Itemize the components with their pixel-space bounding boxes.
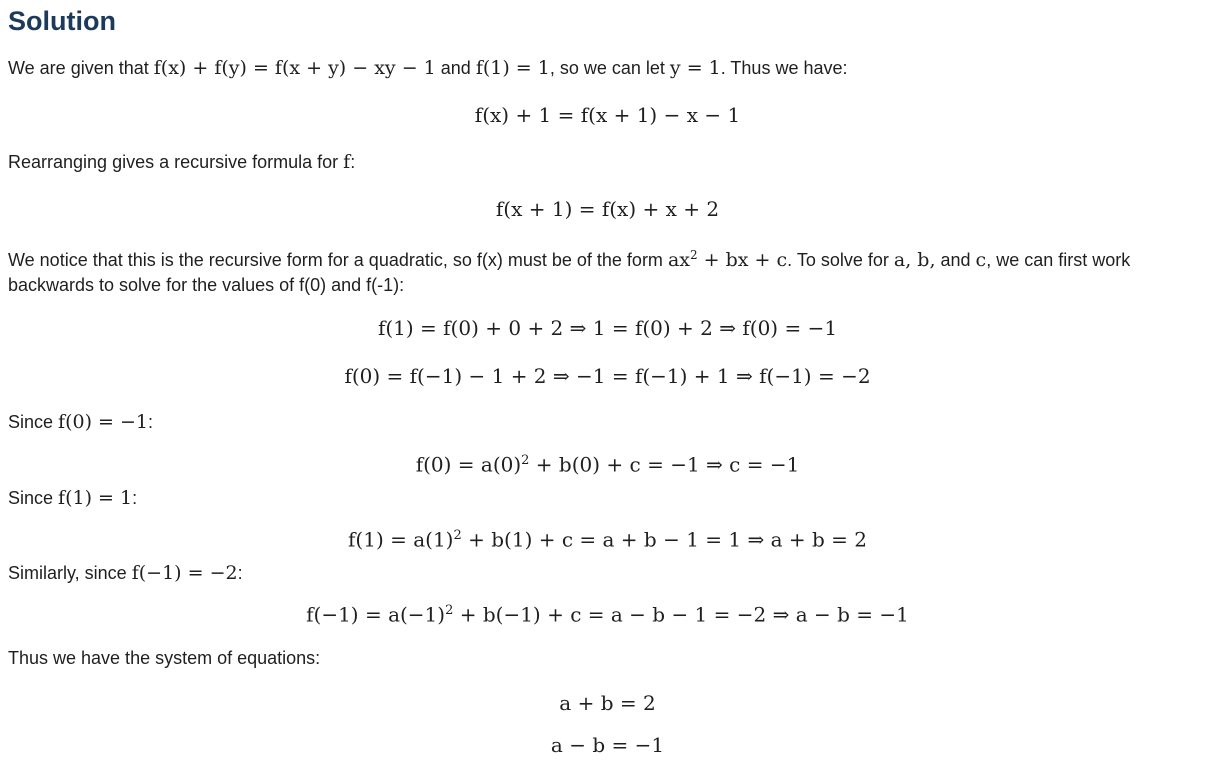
math-inline: c	[975, 249, 987, 271]
text: We notice that this is the recursive form for a quadratic, so f(x) must be of the form	[8, 250, 668, 270]
math-part: + b(−1) + c = a − b − 1 = −2 ⇒ a − b = −1	[453, 602, 909, 627]
math-inline: f(−1) = −2	[131, 562, 238, 584]
math-part: + b(0) + c = −1 ⇒ c = −1	[529, 452, 800, 477]
math-superscript: 2	[521, 453, 530, 468]
text: Since	[8, 412, 59, 432]
text: :	[350, 152, 356, 172]
since-f1-paragraph	[8, 486, 137, 511]
math-inline: f(1) = 1	[58, 487, 133, 509]
equation-recursive: f(x + 1) = f(x) + x + 2	[495, 197, 720, 221]
text: Since	[8, 488, 59, 508]
text: :	[237, 563, 243, 583]
equation-fminus1: f(0) = f(−1) − 1 + 2 ⇒ −1 = f(−1) + 1 ⇒ f(−1) = −2	[344, 364, 871, 388]
math-inline: y = 1	[669, 57, 721, 79]
system-equation-2: a − b = −1	[550, 733, 665, 757]
math-part: f(1) = a(1)	[348, 527, 454, 552]
intro-paragraph	[8, 56, 848, 81]
math-inline: f	[343, 151, 351, 173]
text: :	[132, 488, 138, 508]
math-part: + b(1) + c = a + b − 1 = 1 ⇒ a + b = 2	[461, 527, 867, 552]
text: Thus we have the system of equations:	[8, 648, 321, 668]
text: :	[147, 412, 153, 432]
math-inline: f(1) = 1	[475, 57, 550, 79]
since-f0-paragraph	[8, 410, 153, 435]
equation-substituted: f(x) + 1 = f(x + 1) − x − 1	[474, 103, 741, 127]
text: . Thus we have:	[720, 58, 848, 78]
math-superscript: 2	[453, 528, 462, 543]
math-superscript: 2	[445, 603, 454, 618]
text: and	[935, 250, 976, 270]
system-paragraph	[8, 646, 320, 671]
equation-f0: f(1) = f(0) + 0 + 2 ⇒ 1 = f(0) + 2 ⇒ f(0) = −1	[377, 316, 838, 340]
since-fminus1-paragraph	[8, 561, 243, 586]
equation-a-plus-b	[0, 523, 1215, 553]
section-heading: Solution	[8, 6, 116, 36]
math-inline: f(0) = −1	[58, 411, 148, 433]
math-part: f(−1) = a(−1)	[306, 602, 446, 627]
equation-a-minus-b	[0, 598, 1215, 628]
rearranging-paragraph	[8, 150, 355, 175]
math-inline: + bx + c	[697, 249, 788, 271]
equation-c-value	[0, 448, 1215, 478]
text: , we can first work	[986, 250, 1131, 270]
quadratic-paragraph	[8, 243, 1130, 298]
math-superscript: 2	[689, 248, 698, 262]
math-inline: a, b,	[893, 249, 936, 271]
text: and	[435, 58, 476, 78]
text: Rearranging gives a recursive formula for	[8, 152, 344, 172]
system-equation-1: a + b = 2	[559, 691, 656, 715]
math-part: f(0) = a(0)	[415, 452, 522, 477]
text: Similarly, since	[8, 563, 132, 583]
text: We are given that	[8, 58, 154, 78]
math-inline: f(x) + f(y) = f(x + y) − xy − 1	[153, 57, 436, 79]
text: , so we can let	[549, 58, 670, 78]
math-inline: ax	[667, 249, 690, 271]
text: . To solve for	[787, 250, 894, 270]
text: backwards to solve for the values of f(0) and f(-1):	[8, 275, 405, 295]
